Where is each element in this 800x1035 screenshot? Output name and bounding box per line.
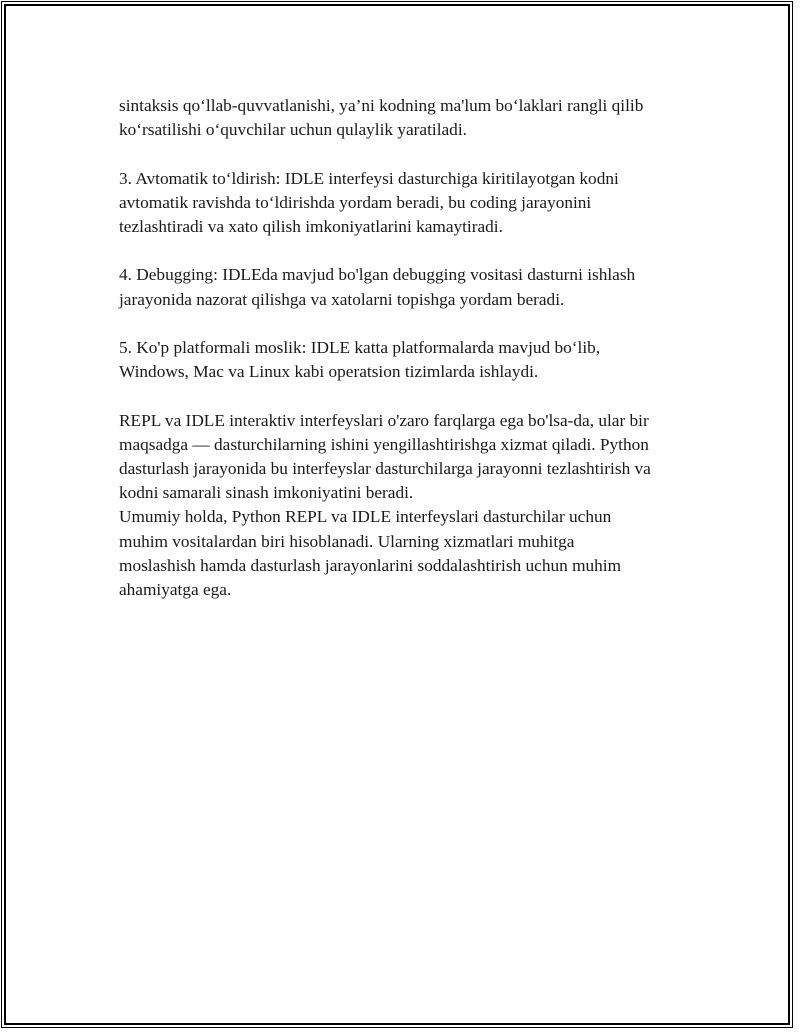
text-line: avtomatik ravishda to‘ldirishda yordam beradi, bu coding jarayonini bbox=[119, 192, 592, 212]
text-line: maqsadga — dasturchilarning ishini yengillashtirishga xizmat qiladi. Python bbox=[119, 434, 649, 454]
paragraph-spacer bbox=[119, 142, 699, 166]
paragraph-syntax-highlighting bbox=[119, 94, 699, 142]
paragraph-spacer bbox=[119, 239, 699, 263]
text-line: REPL va IDLE interaktiv interfeyslari o'zaro farqlarga ega bo'lsa-da, ular bir bbox=[119, 410, 649, 430]
paragraph-spacer bbox=[119, 384, 699, 408]
paragraph-spacer bbox=[119, 312, 699, 336]
paragraph-cross-platform bbox=[119, 336, 699, 384]
document-body bbox=[119, 94, 699, 602]
text-line: Umumiy holda, Python REPL va IDLE interfeyslari dasturchilar uchun bbox=[119, 507, 612, 527]
paragraph-conclusion bbox=[119, 409, 699, 603]
text-line: sintaksis qo‘llab-quvvatlanishi, ya’ni kodning ma'lum bo‘laklari rangli qilib bbox=[119, 96, 644, 115]
text-line: ahamiyatga ega. bbox=[119, 580, 232, 599]
paragraph-autocomplete bbox=[119, 167, 699, 240]
paragraph-debugging bbox=[119, 263, 699, 311]
text-line: 4. Debugging: IDLEda mavjud bo'lgan debugging vositasi dasturni ishlash bbox=[119, 265, 636, 285]
text-line: 5. Ko'p platformali moslik: IDLE katta platformalarda mavjud bo‘lib, bbox=[119, 337, 601, 357]
text-line: ko‘rsatilishi o‘quvchilar uchun qulaylik yaratiladi. bbox=[119, 120, 467, 140]
page-frame bbox=[4, 4, 790, 1025]
text-line: moslashish hamda dasturlash jarayonlarini soddalashtirish uchun muhim bbox=[119, 555, 622, 575]
text-line: muhim vositalardan biri hisoblanadi. Ularning xizmatlari muhitga bbox=[119, 531, 575, 551]
text-line: Windows, Mac va Linux kabi operatsion tizimlarda ishlaydi. bbox=[119, 362, 539, 382]
text-line: 3. Avtomatik to‘ldirish: IDLE interfeysi dasturchiga kiritilayotgan kodni bbox=[119, 168, 619, 188]
text-line: dasturlash jarayonida bu interfeyslar dasturchilarga jarayonni tezlashtirish va bbox=[119, 458, 651, 478]
text-line: tezlashtiradi va xato qilish imkoniyatlarini kamaytiradi. bbox=[119, 217, 503, 236]
text-line: jarayonida nazorat qilishga va xatolarni topishga yordam beradi. bbox=[119, 289, 565, 309]
text-line: kodni samarali sinash imkoniyatini beradi. bbox=[119, 483, 414, 503]
